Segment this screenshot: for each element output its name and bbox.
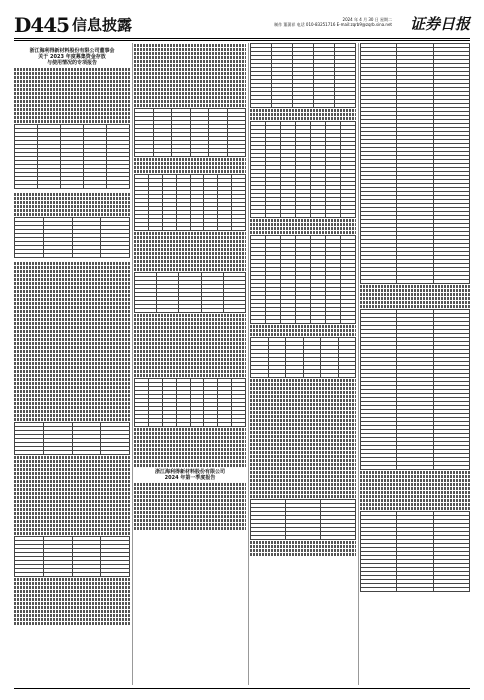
table-row [251,374,356,378]
header-rule [14,38,470,39]
text-line [14,472,130,475]
text-line [250,395,356,398]
text-line [14,354,130,357]
data-table [14,422,130,455]
text-line [134,72,246,75]
text-line [14,314,130,317]
text-line [134,432,246,435]
text-line [14,504,130,507]
text-line [14,622,130,625]
text-line [250,423,356,426]
text-line [14,582,130,585]
column-4 [360,43,470,685]
text-line [14,382,130,385]
text-line [14,274,130,277]
text-line [14,201,130,204]
text-line [14,358,130,361]
text-line [14,398,130,401]
text-line [134,483,246,486]
text-line [250,549,356,552]
text-line [134,92,246,95]
text-line [14,594,130,597]
table-row [135,423,246,427]
text-line [134,264,246,267]
text-line [14,496,130,499]
text-line [134,495,246,498]
column-divider [358,43,359,685]
text-line [14,468,130,471]
column-2 [134,43,246,685]
text-line [360,289,470,292]
data-table [250,121,356,218]
text-line [14,282,130,285]
column-1 [14,43,130,685]
text-line [134,354,246,357]
table-row [15,185,130,189]
text-line [14,84,130,87]
data-table [134,378,246,427]
text-line [134,244,246,247]
data-table [360,511,470,592]
text-line [250,387,356,390]
text-line [14,480,130,483]
text-line [14,266,130,269]
text-line [250,431,356,434]
text-line [250,227,356,230]
text-line [250,333,356,336]
text-line [134,491,246,494]
masthead [14,14,470,36]
text-line [14,460,130,463]
text-line [250,403,356,406]
data-table [250,43,356,108]
text-line [250,383,356,386]
text-line [14,290,130,293]
text-line [360,305,470,308]
column-divider [248,43,249,685]
text-line [14,512,130,515]
text-line [14,532,130,535]
text-line [14,374,130,377]
text-line [14,197,130,200]
text-line [14,378,130,381]
text-line [14,418,130,421]
text-line [134,48,246,51]
text-line [360,475,470,478]
data-table [360,43,470,284]
text-line [250,411,356,414]
date-line: 2024 年 4 月 30 日 星期二 制作 董蒲祥 电话 010-83251716 E-mail:zqrb9@zqrb.sina.net [274,17,392,27]
text-line [14,516,130,519]
text-line [14,598,130,601]
text-line [134,350,246,353]
text-line [14,366,130,369]
text-line [134,240,246,243]
text-line [14,108,130,111]
text-line [360,479,470,482]
text-line [134,64,246,67]
text-line [134,464,246,467]
article-body [134,44,246,530]
table-row [251,214,356,218]
text-line [14,476,130,479]
column-divider [132,43,133,685]
text-line [360,499,470,502]
text-line [14,193,130,196]
article-title: 浙江海利得新材料股份有限公司董事会 关于 2023 年度募集资金存放 与使用情况的专项报告 [29,48,115,66]
text-line [250,475,356,478]
text-line [360,507,470,510]
text-line [14,120,130,123]
text-line [134,84,246,87]
text-line [250,117,356,120]
table-row [15,451,130,455]
data-table [250,499,356,540]
text-line [360,285,470,288]
text-line [134,44,246,47]
text-line [250,419,356,422]
table-row [135,227,246,231]
text-line [134,362,246,365]
data-table [14,536,130,577]
text-line [14,338,130,341]
text-line [134,170,246,173]
text-line [250,219,356,222]
section-title: 信息披露 [72,16,133,34]
text-line [14,96,130,99]
text-line [134,511,246,514]
text-line [134,80,246,83]
text-line [134,523,246,526]
text-line [14,528,130,531]
text-line [134,260,246,263]
text-line [250,463,356,466]
text-line [134,366,246,369]
text-line [250,399,356,402]
text-line [134,104,246,107]
text-line [250,443,356,446]
text-line [134,314,246,317]
text-line [14,68,130,71]
text-line [134,268,246,271]
text-line [14,80,130,83]
column-3 [250,43,356,685]
text-line [14,334,130,337]
text-line [14,209,130,212]
text-line [250,553,356,556]
text-line [134,100,246,103]
text-line [14,394,130,397]
text-line [14,298,130,301]
text-line [134,460,246,463]
text-line [14,386,130,389]
text-line [134,256,246,259]
text-line [14,310,130,313]
text-line [134,487,246,490]
text-line [14,286,130,289]
data-table [360,309,470,470]
text-line [14,464,130,467]
text-line [134,515,246,518]
text-line [14,262,130,265]
text-line [14,524,130,527]
text-line [14,520,130,523]
data-table [250,235,356,324]
text-line [360,471,470,474]
text-line [134,236,246,239]
text-line [134,527,246,530]
text-line [14,330,130,333]
data-table [250,337,356,378]
text-line [14,492,130,495]
text-line [134,456,246,459]
data-table [134,272,246,313]
table-row [251,320,356,324]
text-line [134,370,246,373]
text-line [134,158,246,161]
text-line [14,370,130,373]
text-line [14,456,130,459]
text-line [134,338,246,341]
text-line [14,508,130,511]
text-line [134,503,246,506]
text-line [14,104,130,107]
text-line [250,231,356,234]
text-line [250,495,356,498]
text-line [250,483,356,486]
text-line [14,362,130,365]
text-line [134,60,246,63]
text-line [14,402,130,405]
text-line [360,483,470,486]
text-line [14,72,130,75]
newspaper-logo: 证券日报 [409,15,470,33]
text-line [250,435,356,438]
text-line [250,325,356,328]
text-line [14,406,130,409]
text-line [134,68,246,71]
text-line [134,334,246,337]
text-line [134,96,246,99]
text-line [134,252,246,255]
text-line [134,166,246,169]
text-line [14,618,130,621]
text-line [250,329,356,332]
text-line [14,346,130,349]
text-line [134,56,246,59]
text-line [134,318,246,321]
text-line [134,440,246,443]
text-line [134,322,246,325]
data-table [14,217,130,258]
text-line [14,390,130,393]
text-line [250,109,356,112]
text-line [360,491,470,494]
text-line [14,586,130,589]
text-line [14,500,130,503]
text-line [360,297,470,300]
text-line [360,487,470,490]
text-line [14,76,130,79]
text-line [134,436,246,439]
text-line [134,519,246,522]
text-line [134,358,246,361]
text-line [14,414,130,417]
table-row [251,536,356,540]
text-line [134,374,246,377]
text-line [134,499,246,502]
text-line [14,602,130,605]
text-line [14,578,130,581]
data-table [134,108,246,157]
text-line [14,484,130,487]
text-line [134,452,246,455]
text-line [14,88,130,91]
table-row [15,254,130,258]
text-line [134,162,246,165]
text-line [14,610,130,613]
text-line [250,407,356,410]
table-row [361,588,470,592]
text-line [14,294,130,297]
text-line [14,322,130,325]
text-line [360,495,470,498]
text-line [134,248,246,251]
text-line [250,223,356,226]
text-line [134,52,246,55]
text-line [134,507,246,510]
text-line [360,301,470,304]
text-line [250,439,356,442]
text-line [14,590,130,593]
text-line [134,88,246,91]
text-line [250,541,356,544]
table-row [15,573,130,577]
text-line [14,614,130,617]
table-row [251,104,356,108]
table-row [135,153,246,157]
text-line [250,491,356,494]
text-line [134,330,246,333]
header-rule-thin [14,40,470,41]
text-line [14,270,130,273]
table-row [361,466,470,470]
text-line [250,415,356,418]
text-line [134,444,246,447]
text-line [134,232,246,235]
text-line [360,503,470,506]
text-line [250,459,356,462]
text-line [14,318,130,321]
text-line [14,112,130,115]
text-line [134,448,246,451]
text-line [14,302,130,305]
text-line [250,113,356,116]
text-line [250,455,356,458]
text-line [134,76,246,79]
text-line [14,488,130,491]
article-body [250,43,356,556]
data-table [14,124,130,189]
article-title: 浙江海利得新材料股份有限公司 2024 年第一季度报告 [154,469,225,481]
text-line [14,606,130,609]
text-line [134,342,246,345]
text-line [250,391,356,394]
article-body [360,43,470,592]
text-line [14,100,130,103]
text-line [250,451,356,454]
text-line [250,427,356,430]
text-line [14,326,130,329]
text-line [14,410,130,413]
page-number: D445 [14,13,70,37]
text-line [14,116,130,119]
text-line [14,278,130,281]
text-line [134,428,246,431]
text-line [250,447,356,450]
text-line [250,471,356,474]
text-line [14,342,130,345]
text-line [14,205,130,208]
text-line [250,545,356,548]
table-row [135,309,246,313]
article-body [14,68,130,625]
text-line [360,293,470,296]
text-line [14,92,130,95]
footer-rule [14,688,470,689]
text-line [250,379,356,382]
table-row [361,280,470,284]
text-line [14,350,130,353]
data-table [134,174,246,231]
text-line [134,326,246,329]
text-line [14,306,130,309]
text-line [134,346,246,349]
text-line [250,479,356,482]
text-line [250,467,356,470]
text-line [14,213,130,216]
text-line [250,487,356,490]
